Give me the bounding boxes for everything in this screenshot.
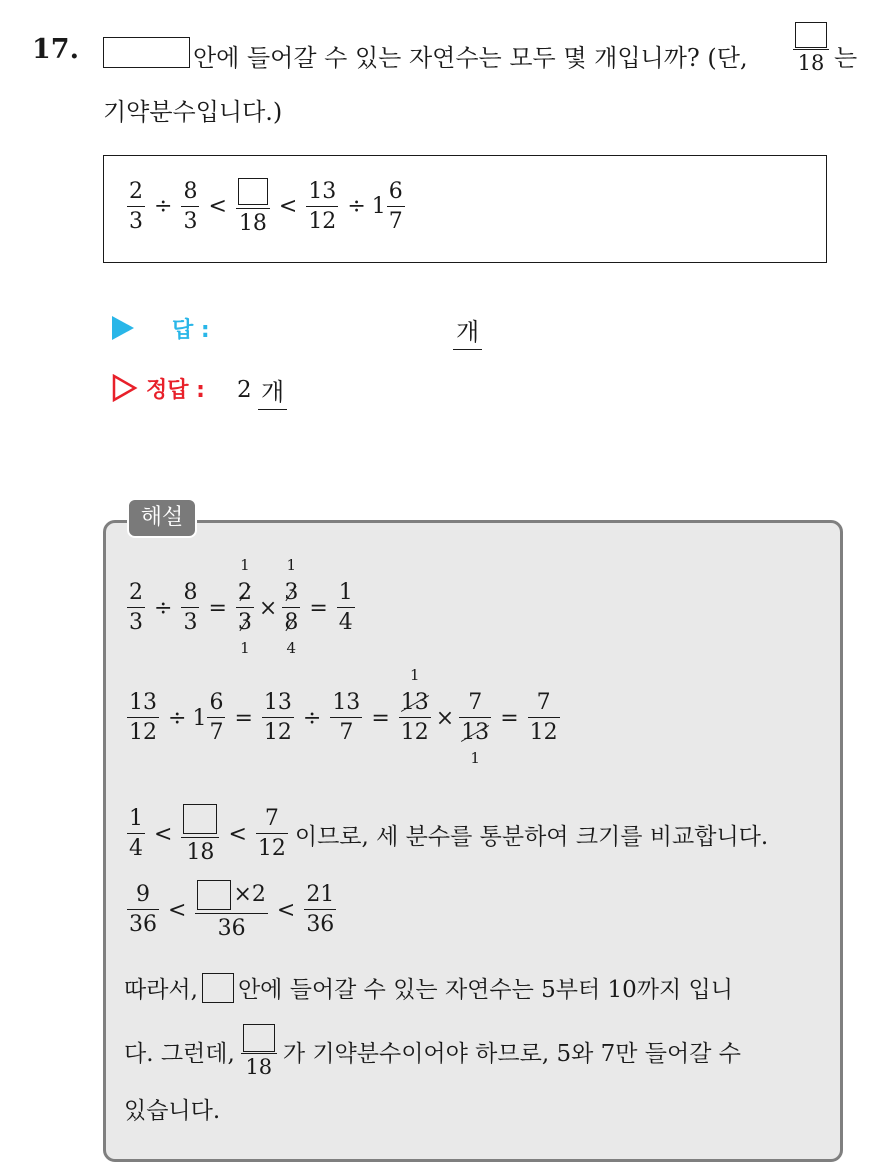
- question-fraction: 18: [793, 22, 829, 74]
- explanation-step1: $\frac{2}{3}$ ÷ $\frac{8}{3}$ = 2 1 3 1 × 3 1 8 4 = $\frac{1}{4}$: [129, 556, 353, 657]
- question-text-line1: 안에 들어갈 수 있는 자연수는 모두 몇 개입니까? (단,: [193, 44, 748, 72]
- answer-arrow-icon: [112, 316, 134, 340]
- explanation-step3: $\frac{1}{4}$ < 18 < $\frac{7}{12}$ 이므로, 세 분수를 통분하여 크기를 비교합니다.: [129, 806, 769, 865]
- explanation-para-line1: 따라서, 안에 들어갈 수 있는 자연수는 5부터 10까지 입니: [124, 971, 733, 1004]
- blank-square: [243, 1024, 275, 1052]
- question-text-suffix: 는: [834, 44, 858, 72]
- blank-square: [795, 22, 827, 48]
- answer-box-blank: [103, 37, 190, 68]
- correct-label: 정답 :: [146, 378, 205, 403]
- correct-unit: 개: [258, 372, 287, 410]
- correct-value: 2: [237, 377, 252, 403]
- question-text-line2: 기약분수입니다.): [103, 98, 283, 126]
- explanation-step2: $\frac{13}{12}$ ÷ 1 $\frac{6}{7}$ = $\frac{13}{12}$ ÷ $\frac{13}{7}$ = 13 1 12 × 7 13 1 = $\frac{7}{12}$: [129, 666, 558, 767]
- blank-square: [197, 880, 231, 910]
- blank-square: [238, 178, 268, 205]
- explanation-step4: $\frac{9}{36}$ < $\frac{\times 2}{36}$ < $\frac{21}{36}$: [129, 882, 335, 941]
- explanation-tag: 해설: [127, 498, 197, 538]
- blank-square: [202, 973, 234, 1003]
- explanation-para-line3: 있습니다.: [124, 1098, 221, 1124]
- given-expression: $\frac{2}{3}$ ÷ $\frac{8}{3}$ < 18 < $\frac{13}{12}$ ÷ 1 $\frac{6}{7}$: [129, 178, 403, 236]
- answer-unit: 개: [453, 312, 482, 350]
- explanation-para-line2: 다. 그런데, 18 가 기약분수이어야 하므로, 5와 7만 들어갈 수: [124, 1024, 741, 1078]
- correct-arrow-icon: [112, 374, 138, 406]
- blank-square: [183, 804, 217, 834]
- answer-label: 답 :: [172, 318, 210, 343]
- question-number: 17.: [32, 34, 79, 65]
